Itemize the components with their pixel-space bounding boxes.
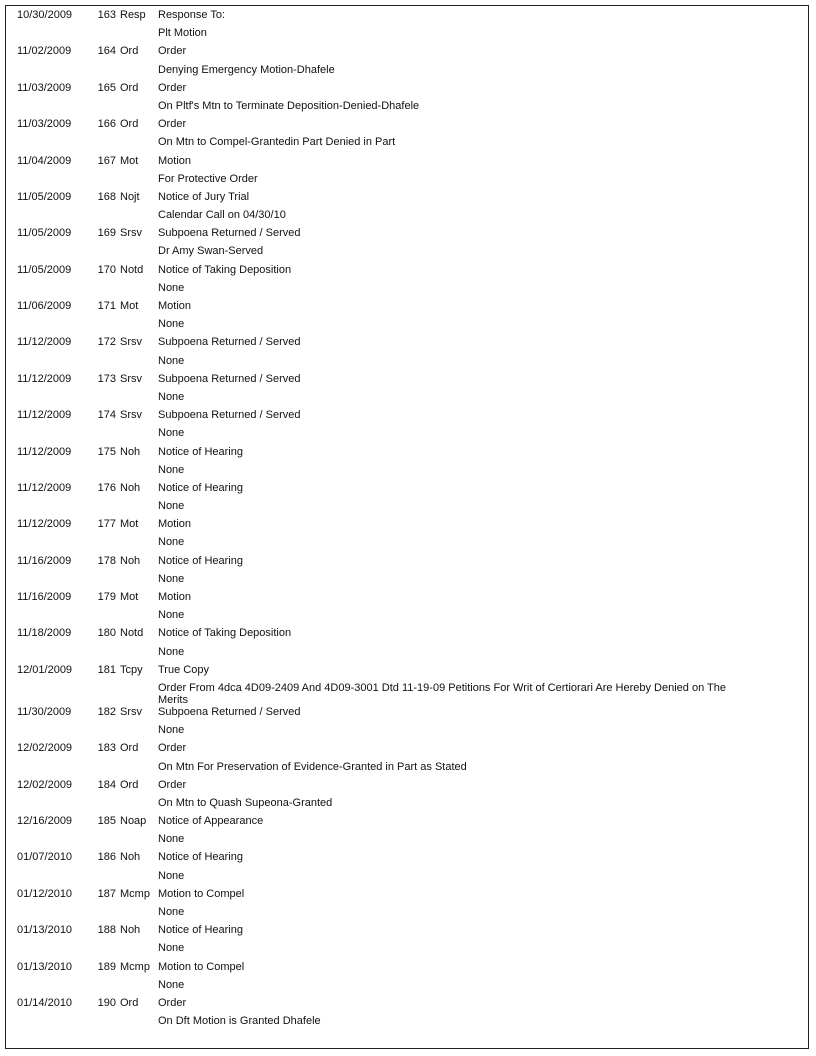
docket-entry: [17, 82, 797, 118]
entry-date: 11/18/2009: [17, 627, 72, 640]
entry-detail: None: [158, 463, 185, 476]
entry-detail: Calendar Call on 04/30/10: [158, 209, 286, 222]
entry-title: Notice of Appearance: [158, 815, 264, 828]
entry-title: Response To:: [158, 9, 226, 21]
docket-entry: [17, 446, 797, 482]
entry-code: Mot: [120, 300, 139, 312]
entry-detail: Plt Motion: [158, 27, 207, 40]
docket-entry-header: [17, 888, 797, 906]
entry-title: Subpoena Returned / Served: [158, 336, 301, 349]
entry-code: Srsv: [120, 372, 142, 385]
entry-code: Notd: [120, 627, 144, 640]
entry-number: 176: [97, 481, 116, 494]
docket-entry-header: [17, 742, 797, 760]
entry-detail: Denying Emergency Motion-Dhafele: [158, 63, 335, 76]
entry-code: Ord: [120, 45, 139, 58]
docket-entry-header: [17, 300, 797, 318]
docket-entry-detail-row: [17, 427, 797, 445]
entry-title: Subpoena Returned / Served: [158, 372, 301, 385]
docket-entry-header: [17, 446, 797, 464]
entry-title: Notice of Taking Deposition: [158, 627, 292, 640]
docket-entry-detail-row: [17, 724, 797, 742]
entry-number: 174: [97, 409, 116, 422]
docket-entry-detail-row: [17, 646, 797, 664]
entry-number: 184: [97, 778, 116, 791]
docket-entry-header: [17, 815, 797, 833]
entry-number: 187: [97, 887, 116, 900]
entry-title: Motion: [158, 591, 192, 603]
entry-code: Ord: [120, 778, 139, 791]
docket-entry-detail-row: [17, 1015, 797, 1033]
docket-entry-detail-row: [17, 906, 797, 924]
entry-code: Resp: [120, 9, 146, 21]
entry-number: 180: [97, 627, 116, 640]
docket-entry: [17, 706, 797, 742]
docket-entry-header: [17, 961, 797, 979]
entry-detail: None: [158, 390, 185, 403]
docket-entry: [17, 888, 797, 924]
entry-detail: On Mtn to Quash Supeona-Granted: [158, 796, 333, 809]
docket-entry-header: [17, 482, 797, 500]
entry-code: Noh: [120, 554, 141, 567]
entry-number: 182: [97, 705, 116, 718]
entry-code: Mot: [120, 591, 139, 603]
docket-entry: [17, 779, 797, 815]
docket-entry-detail-row: [17, 100, 797, 118]
docket-entry: [17, 118, 797, 154]
entry-date: 11/16/2009: [17, 554, 72, 567]
entry-title: Notice of Hearing: [158, 554, 243, 567]
entry-code: Noh: [120, 924, 141, 937]
entry-code: Mcmp: [120, 887, 150, 900]
entry-detail: Order From 4dca 4D09-2409 And 4D09-3001 Dtd 11-19-09 Petitions For Writ of Certiorari Are Hereby Denied on The Merits: [158, 681, 727, 706]
docket-entry-header: [17, 82, 797, 100]
docket-entry-header: [17, 997, 797, 1015]
entry-number: 169: [97, 227, 116, 240]
entry-date: 11/16/2009: [17, 591, 72, 603]
entry-code: Mot: [120, 518, 139, 531]
entry-detail: None: [158, 427, 185, 440]
docket-entry: [17, 627, 797, 663]
docket-entry-detail-row: [17, 682, 797, 706]
entry-detail: None: [158, 354, 185, 367]
entry-number: 179: [97, 591, 116, 603]
docket-entry: [17, 664, 797, 706]
docket-entry-header: [17, 155, 797, 173]
entry-code: Noh: [120, 445, 141, 458]
entry-number: 188: [97, 924, 116, 937]
docket-entry: [17, 45, 797, 81]
docket-entry-detail-row: [17, 318, 797, 336]
entry-date: 11/05/2009: [17, 227, 72, 240]
entry-title: Motion: [158, 300, 192, 312]
entry-code: Ord: [120, 742, 139, 755]
entry-date: 01/12/2010: [17, 887, 73, 900]
docket-entry-header: [17, 851, 797, 869]
entry-number: 175: [97, 445, 116, 458]
docket-entry-detail-row: [17, 355, 797, 373]
entry-date: 10/30/2009: [17, 9, 73, 21]
docket-entry-detail-row: [17, 797, 797, 815]
docket-entry-detail-row: [17, 64, 797, 82]
entry-number: 172: [97, 336, 116, 349]
docket-entry: [17, 373, 797, 409]
entry-detail: None: [158, 645, 185, 658]
docket-entry-detail-row: [17, 536, 797, 554]
entry-number: 190: [97, 996, 116, 1009]
entry-date: 11/03/2009: [17, 81, 72, 94]
docket-entry: [17, 997, 797, 1033]
docket-entry: [17, 924, 797, 960]
docket-entry-detail-row: [17, 282, 797, 300]
entry-date: 11/05/2009: [17, 263, 72, 276]
entry-number: 177: [97, 518, 116, 531]
entry-code: Noap: [120, 815, 147, 828]
entry-code: Srsv: [120, 227, 142, 240]
entry-date: 01/07/2010: [17, 851, 73, 864]
docket-entry-detail-row: [17, 573, 797, 591]
entry-detail: None: [158, 318, 185, 331]
entry-detail: None: [158, 833, 185, 846]
entry-detail: None: [158, 978, 185, 991]
docket-entry-header: [17, 264, 797, 282]
entry-detail: None: [158, 281, 185, 294]
entry-detail: For Protective Order: [158, 172, 258, 185]
docket-entry: [17, 815, 797, 851]
entry-title: Motion to Compel: [158, 960, 245, 973]
docket-entry-detail-row: [17, 979, 797, 997]
entry-date: 01/13/2010: [17, 960, 73, 973]
entry-title: Subpoena Returned / Served: [158, 705, 301, 718]
entry-date: 11/02/2009: [17, 45, 72, 58]
docket-entry-detail-row: [17, 209, 797, 227]
entry-detail: None: [158, 500, 185, 513]
entry-code: Mot: [120, 154, 139, 167]
entry-date: 11/12/2009: [17, 372, 72, 385]
entry-date: 12/02/2009: [17, 778, 73, 791]
entry-number: 186: [97, 851, 116, 864]
entry-number: 164: [97, 45, 116, 58]
docket-entry-header: [17, 227, 797, 245]
entry-detail: None: [158, 572, 185, 585]
docket-entry-detail-row: [17, 245, 797, 263]
docket-entry-detail-row: [17, 942, 797, 960]
entry-date: 11/12/2009: [17, 409, 72, 422]
entry-title: True Copy: [158, 663, 209, 676]
entry-number: 163: [97, 9, 116, 21]
entry-title: Order: [158, 996, 187, 1009]
entry-number: 189: [97, 960, 116, 973]
docket-entry-header: [17, 373, 797, 391]
docket-entry-header: [17, 191, 797, 209]
docket-entry: [17, 591, 797, 627]
entry-detail: None: [158, 536, 185, 549]
entry-title: Motion: [158, 518, 192, 531]
docket-entry-header: [17, 924, 797, 942]
entry-date: 11/12/2009: [17, 445, 72, 458]
docket-entry-detail-row: [17, 870, 797, 888]
entry-date: 11/05/2009: [17, 190, 72, 203]
entry-date: 12/02/2009: [17, 742, 73, 755]
entry-code: Ord: [120, 81, 139, 94]
entry-date: 11/30/2009: [17, 705, 72, 718]
entry-number: 173: [97, 372, 116, 385]
docket-entry: [17, 851, 797, 887]
entry-date: 11/12/2009: [17, 481, 72, 494]
entry-date: 11/03/2009: [17, 118, 72, 131]
docket-list: [17, 9, 797, 1033]
entry-code: Notd: [120, 263, 144, 276]
entry-detail: None: [158, 906, 185, 918]
entry-title: Order: [158, 778, 187, 791]
entry-detail: On Dft Motion is Granted Dhafele: [158, 1015, 321, 1028]
docket-entry: [17, 227, 797, 263]
docket-entry-header: [17, 336, 797, 354]
docket-entry: [17, 518, 797, 554]
docket-entry-detail-row: [17, 500, 797, 518]
entry-title: Notice of Jury Trial: [158, 190, 250, 203]
docket-entry-header: [17, 9, 797, 27]
entry-number: 168: [97, 190, 116, 203]
entry-date: 11/12/2009: [17, 518, 72, 531]
docket-entry-detail-row: [17, 136, 797, 154]
entry-title: Motion to Compel: [158, 887, 245, 900]
entry-code: Nojt: [120, 190, 140, 203]
docket-entry-header: [17, 627, 797, 645]
docket-entry: [17, 961, 797, 997]
entry-number: 165: [97, 81, 116, 94]
entry-date: 11/04/2009: [17, 154, 72, 167]
entry-detail: None: [158, 609, 185, 622]
entry-title: Notice of Hearing: [158, 924, 243, 937]
entry-number: 166: [97, 118, 116, 131]
docket-entry-header: [17, 518, 797, 536]
entry-title: Order: [158, 742, 187, 755]
docket-entry-header: [17, 591, 797, 609]
entry-title: Motion: [158, 154, 192, 167]
docket-entry: [17, 300, 797, 336]
entry-date: 11/06/2009: [17, 300, 72, 312]
entry-number: 171: [97, 300, 116, 312]
entry-date: 01/13/2010: [17, 924, 73, 937]
entry-detail: None: [158, 869, 185, 882]
docket-entry: [17, 742, 797, 778]
entry-code: Ord: [120, 118, 139, 131]
entry-number: 181: [97, 663, 116, 676]
entry-code: Srsv: [120, 409, 142, 422]
docket-entry-detail-row: [17, 464, 797, 482]
docket-entry-header: [17, 555, 797, 573]
entry-number: 167: [97, 154, 116, 167]
entry-number: 178: [97, 554, 116, 567]
entry-title: Notice of Hearing: [158, 445, 243, 458]
docket-entry-detail-row: [17, 833, 797, 851]
entry-detail: On Pltf's Mtn to Terminate Deposition-Denied-Dhafele: [158, 99, 420, 112]
entry-title: Notice of Hearing: [158, 481, 243, 494]
entry-title: Subpoena Returned / Served: [158, 409, 301, 422]
entry-code: Srsv: [120, 336, 142, 349]
docket-entry-header: [17, 409, 797, 427]
entry-detail: On Mtn to Compel-Grantedin Part Denied in Part: [158, 136, 396, 149]
entry-date: 01/14/2010: [17, 996, 73, 1009]
entry-detail: None: [158, 724, 185, 737]
docket-entry: [17, 482, 797, 518]
entry-code: Noh: [120, 851, 141, 864]
docket-entry-header: [17, 664, 797, 682]
entry-title: Notice of Taking Deposition: [158, 263, 292, 276]
entry-title: Order: [158, 81, 187, 94]
docket-entry-header: [17, 779, 797, 797]
docket-entry-header: [17, 706, 797, 724]
docket-entry: [17, 336, 797, 372]
entry-title: Notice of Hearing: [158, 851, 243, 864]
docket-entry-detail-row: [17, 761, 797, 779]
entry-title: Subpoena Returned / Served: [158, 227, 301, 240]
entry-date: 11/12/2009: [17, 336, 72, 349]
entry-detail: None: [158, 942, 185, 955]
entry-number: 170: [97, 263, 116, 276]
entry-code: Tcpy: [120, 663, 143, 676]
entry-code: Ord: [120, 996, 139, 1009]
docket-entry: [17, 9, 797, 45]
docket-entry: [17, 191, 797, 227]
entry-detail: Dr Amy Swan-Served: [158, 245, 264, 258]
entry-code: Srsv: [120, 705, 142, 718]
entry-title: Order: [158, 45, 187, 58]
entry-date: 12/01/2009: [17, 663, 73, 676]
docket-entry-detail-row: [17, 391, 797, 409]
docket-entry-header: [17, 118, 797, 136]
entry-detail: On Mtn For Preservation of Evidence-Granted in Part as Stated: [158, 760, 467, 773]
entry-number: 185: [97, 815, 116, 828]
entry-number: 183: [97, 742, 116, 755]
docket-entry: [17, 155, 797, 191]
entry-code: Noh: [120, 481, 141, 494]
docket-entry-detail-row: [17, 27, 797, 45]
entry-code: Mcmp: [120, 960, 150, 973]
docket-entry: [17, 555, 797, 591]
docket-entry-detail-row: [17, 173, 797, 191]
docket-entry: [17, 409, 797, 445]
docket-entry-detail-row: [17, 609, 797, 627]
docket-entry-header: [17, 45, 797, 63]
entry-title: Order: [158, 118, 187, 131]
entry-date: 12/16/2009: [17, 815, 73, 828]
docket-entry: [17, 264, 797, 300]
